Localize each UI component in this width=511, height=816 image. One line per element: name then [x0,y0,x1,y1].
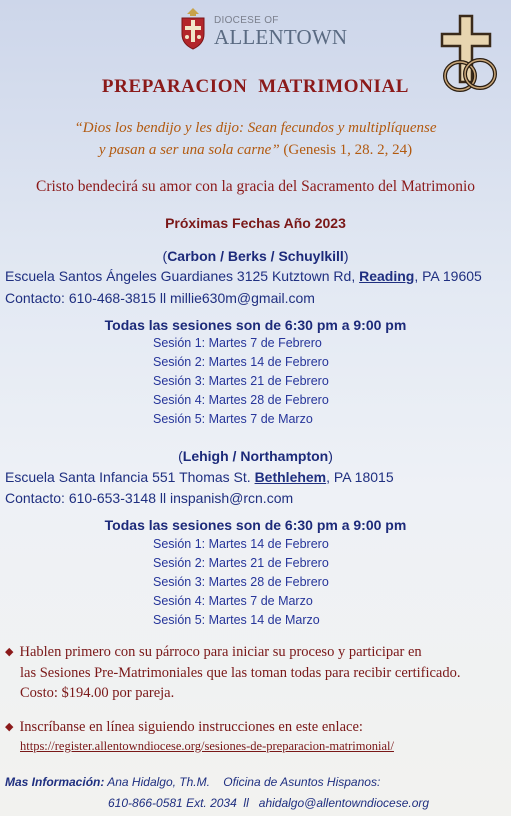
region1-close-paren: ) [343,248,349,264]
bullet1-line2: las Sesiones Pre-Matrimoniales que las toman todas para recibir certificado. [20,665,461,681]
bullet1-cost: Costo: $194.00 por pareja. [20,685,175,701]
region1-address-prefix: Escuela Santos Ángeles Guardianes 3125 Kutztown Rd, [5,268,360,284]
region2-sessions-header: Todas las sesiones son de 6:30 pm a 9:00 pm [104,517,407,533]
region2-city: Bethlehem [254,469,327,485]
quote-reference: (Genesis 1, 28. 2, 24) [279,142,413,158]
region2-session-list [153,535,329,630]
bullet2-line1: Inscríbanse en línea siguiendo instrucciones en este enlace: [19,719,363,735]
region1-address-suffix: , PA 19605 [414,268,482,284]
region2-name: Lehigh / Northampton [182,448,329,464]
session-item: Sesión 1: Martes 14 de Febrero [153,537,329,551]
footer-label: Mas Información: [5,775,105,789]
region2-heading [0,448,511,464]
region2-close-paren: ) [328,448,333,464]
region2-address [5,469,394,485]
logo-small-text: DIOCESE OF [214,15,279,26]
region2-address-suffix: , PA 18015 [326,469,394,485]
page-title: PREPARACION MATRIMONIAL [101,76,410,97]
subtitle: Cristo bendecirá su amor con la gracia del Sacramento del Matrimonio [35,178,476,195]
region1-city: Reading [359,268,415,284]
diocese-shield-icon [178,6,208,50]
diamond-bullet-icon: ◆ [5,721,14,733]
diamond-bullet-icon: ◆ [5,646,14,658]
session-item: Sesión 3: Martes 21 de Febrero [153,374,329,388]
region2-contact: Contacto: 610-653-3148 ll inspanish@rcn.com [5,490,294,506]
region2-address-prefix: Escuela Santa Infancia 551 Thomas St. [5,469,255,485]
region1-contact: Contacto: 610-468-3815 ll millie630m@gmail.com [5,290,315,306]
region1-sessions-header: Todas las sesiones son de 6:30 pm a 9:00 pm [104,317,407,333]
bible-quote [0,117,511,161]
session-item: Sesión 2: Martes 21 de Febrero [153,556,329,570]
quote-line-2 [0,139,511,161]
session-item: Sesión 2: Martes 14 de Febrero [153,355,329,369]
region1-address [5,268,482,284]
registration-bullet [5,717,363,738]
session-item: Sesión 5: Martes 14 de Marzo [153,613,320,627]
region2-open-paren: ( [178,448,183,464]
registration-link[interactable]: https://register.allentowndiocese.org/sesiones-de-preparacion-matrimonial/ [20,739,394,753]
region1-open-paren: ( [162,248,168,264]
upcoming-dates-heading: Próximas Fechas Año 2023 [165,215,346,231]
session-item: Sesión 3: Martes 28 de Febrero [153,575,329,589]
session-item: Sesión 4: Martes 28 de Febrero [153,393,329,407]
quote-line-1: “Dios los bendijo y les dijo: Sean fecundos y multiplíquense [74,120,437,136]
footer-info [5,775,380,789]
session-item: Sesión 4: Martes 7 de Marzo [153,594,313,608]
footer-contact: 610-866-0581 Ext. 2034 ll ahidalgo@allentowndiocese.org [108,796,430,810]
footer-line1: Ana Hidalgo, Th.M. Oficina de Asuntos Hispanos: [104,775,381,789]
session-item: Sesión 5: Martes 7 de Marzo [153,412,313,426]
region1-session-list [153,334,329,429]
region1-heading [0,248,511,264]
region1-name: Carbon / Berks / Schuylkill [167,248,344,264]
instructions-bullet [5,642,461,703]
session-item: Sesión 1: Martes 7 de Febrero [153,336,322,350]
quote-text-2: y pasan a ser una sola carne” [98,142,280,158]
logo-large-text: ALLENTOWN [214,25,348,49]
diocese-logo [178,6,358,50]
bullet1-line1: Hablen primero con su párroco para iniciar su proceso y participar en [19,644,422,660]
